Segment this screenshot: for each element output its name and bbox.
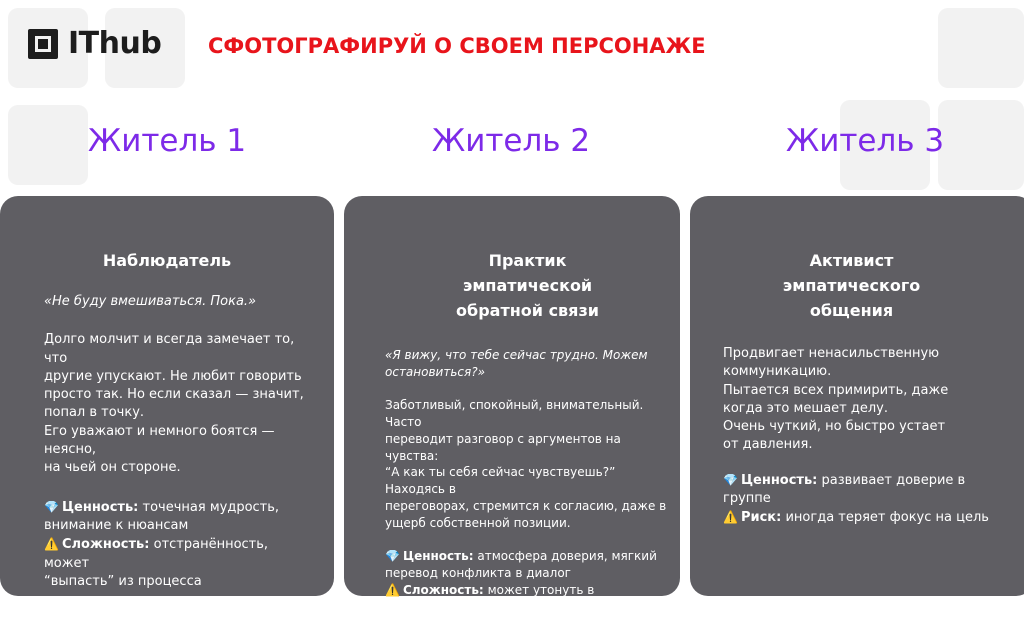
background-decor-square — [938, 8, 1024, 88]
logo-mark-icon — [28, 29, 58, 59]
card-difficulty — [44, 535, 310, 591]
warning-icon: ⚠️ — [44, 537, 59, 552]
difficulty-label: Сложность: — [61, 537, 150, 553]
gem-icon: 💎 — [385, 549, 400, 564]
card-description: Заботливый, спокойный, внимательный. Часто переводит разговор с аргументов на чувства: “А как ты себя сейчас чувствуешь?” Находясь в переговорах, стремится к согласию, даже в ущерб собственной позиции. — [385, 397, 667, 531]
value-text: точечная мудрость, внимание к нюансам — [44, 499, 280, 533]
card-value — [44, 498, 310, 536]
difficulty-label: Сложность: — [402, 582, 484, 597]
difficulty-text: может утонуть в рефлексии, теряя фокус — [385, 582, 595, 631]
gem-icon: 💎 — [723, 472, 738, 487]
risk-label: Риск: — [740, 510, 782, 526]
persona-card-activist — [690, 196, 1024, 596]
value-label: Ценность: — [740, 472, 818, 488]
value-text: атмосфера доверия, мягкий перевод конфликта в диалог — [385, 549, 657, 580]
card-value — [723, 471, 1010, 509]
card-quote: «Не буду вмешиваться. Пока.» — [44, 294, 257, 309]
difficulty-text: отстранённость, может “выпасть” из процесса — [44, 537, 269, 589]
card-difficulty — [385, 582, 670, 633]
persona-card-practitioner — [344, 196, 680, 631]
resident-heading-1: Житель 1 — [87, 123, 247, 159]
card-title: Активист эмпатического общения — [782, 251, 921, 320]
value-label: Ценность: — [61, 499, 139, 515]
gem-icon: 💎 — [44, 499, 59, 514]
value-label: Ценность: — [402, 549, 474, 564]
resident-heading-3: Житель 3 — [785, 123, 945, 159]
logo-text: IThub — [68, 26, 162, 61]
value-text: развивает доверие в группе — [723, 472, 966, 507]
risk-text: иногда теряет фокус на цель — [785, 510, 989, 526]
warning-icon: ⚠️ — [385, 582, 400, 597]
card-description: Продвигает ненасильственную коммуникацию. Пытается всех примирить, даже когда это мешает делу. Очень чуткий, но быстро устает от давления. — [723, 346, 949, 453]
slide-title: СФОТОГРАФИРУЙ О СВОЕМ ПЕРСОНАЖЕ — [208, 34, 706, 58]
warning-icon: ⚠️ — [723, 510, 738, 525]
card-title: Наблюдатель — [102, 251, 232, 270]
resident-heading-2: Житель 2 — [431, 123, 591, 159]
card-quote: «Я вижу, что тебе сейчас трудно. Можем остановиться?» — [385, 348, 648, 379]
card-description: Долго молчит и всегда замечает то, что другие упускают. Не любит говорить просто так. Но если сказал — значит, попал в точку. Его уважают и немного боятся — неясно, на чьей он стороне. — [44, 332, 304, 476]
ithub-logo — [28, 26, 161, 61]
card-title: Практик эмпатической обратной связи — [456, 251, 599, 320]
persona-card-observer — [0, 196, 334, 596]
card-value — [385, 548, 670, 582]
card-risk — [723, 508, 1010, 527]
